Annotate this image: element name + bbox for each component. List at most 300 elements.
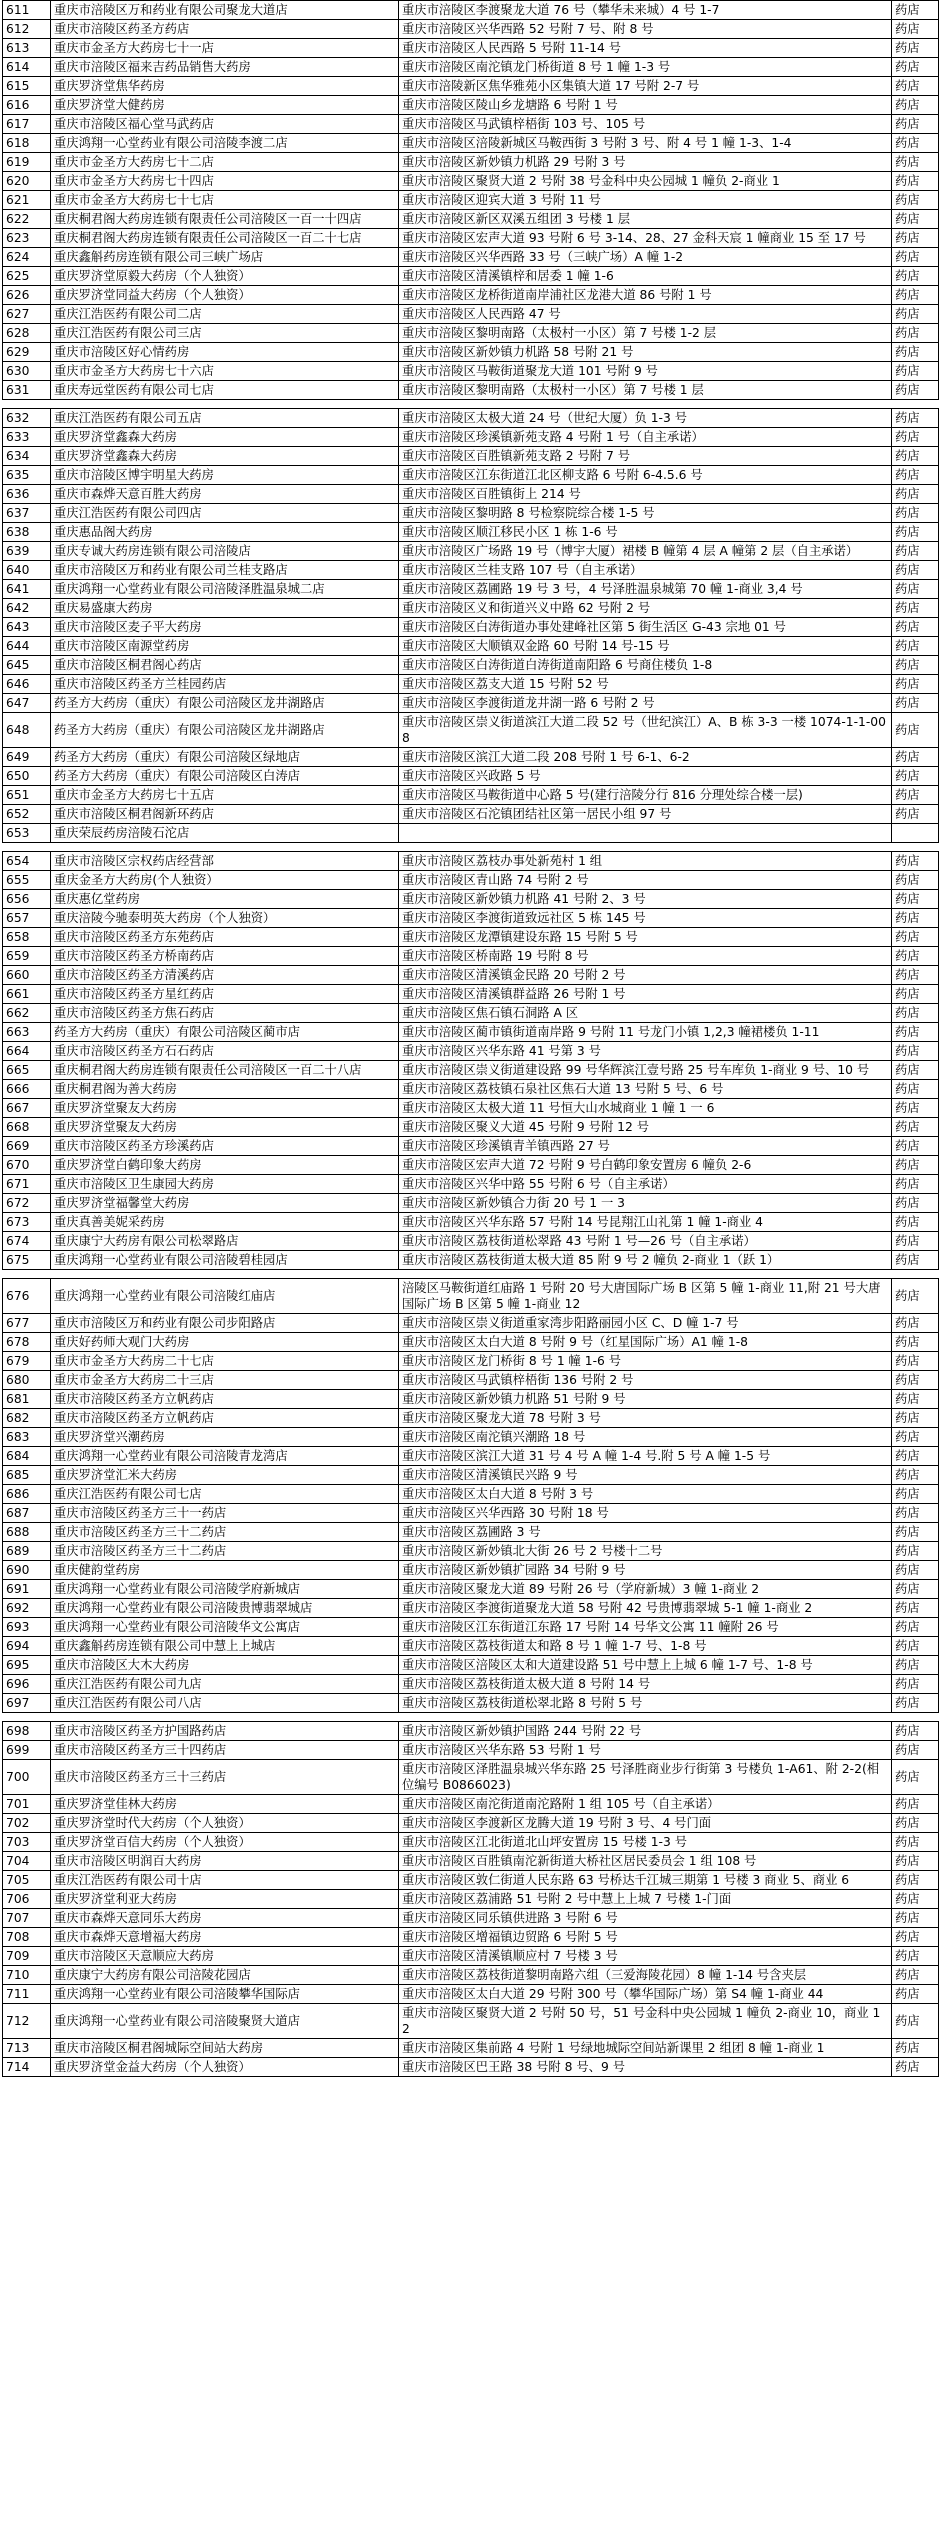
table-row — [3, 504, 939, 523]
table-row — [3, 1333, 939, 1352]
store-address: 重庆市涪陵区荔支大道 15 号附 52 号 — [399, 675, 892, 694]
store-address: 重庆市涪陵区泽胜温泉城兴华东路 25 号泽胜商业步行街第 3 号楼负 1-A61、附 2-2(相位编号 B0866023) — [399, 1760, 892, 1795]
table-row — [3, 805, 939, 824]
store-name: 重庆桐君阁大药房连锁有限责任公司涪陵区一百一十四店 — [51, 210, 399, 229]
store-name: 重庆市涪陵区好心情药房 — [51, 343, 399, 362]
store-name: 重庆江浩医药有限公司九店 — [51, 1675, 399, 1694]
row-number: 655 — [3, 871, 51, 890]
store-name: 重庆罗济堂利亚大药房 — [51, 1890, 399, 1909]
store-address: 重庆市涪陵区荔枝街道太极大道 85 附 9 号 2 幢负 2-商业 1（跃 1） — [399, 1251, 892, 1270]
store-name: 重庆市金圣方大药房七十七店 — [51, 191, 399, 210]
table-row — [3, 1080, 939, 1099]
row-number: 642 — [3, 599, 51, 618]
row-number: 692 — [3, 1599, 51, 1618]
row-number: 622 — [3, 210, 51, 229]
store-address: 重庆市涪陵区南沱镇兴潮路 18 号 — [399, 1428, 892, 1447]
store-name: 药圣方大药房（重庆）有限公司涪陵区蔺市店 — [51, 1023, 399, 1042]
store-address: 重庆市涪陵区同乐镇供进路 3 号附 6 号 — [399, 1909, 892, 1928]
store-address: 重庆市涪陵区聚义大道 45 号附 9 号附 12 号 — [399, 1118, 892, 1137]
table-row — [3, 1428, 939, 1447]
table-row — [3, 786, 939, 805]
store-type: 药店 — [892, 928, 939, 947]
table-row — [3, 767, 939, 786]
store-address: 重庆市涪陵区新妙镇扩园路 34 号附 9 号 — [399, 1561, 892, 1580]
store-name: 重庆鸿翔一心堂药业有限公司涪陵贵博翡翠城店 — [51, 1599, 399, 1618]
store-address: 重庆市涪陵区马鞍街道中心路 5 号(建行涪陵分行 816 分理处综合楼一层) — [399, 786, 892, 805]
store-address: 重庆市涪陵区荔浦路 51 号附 2 号中慧上上城 7 号楼 1-门面 — [399, 1890, 892, 1909]
store-address: 重庆市涪陵区荔枝街道太极大道 8 号附 14 号 — [399, 1675, 892, 1694]
store-name: 药圣方大药房（重庆）有限公司涪陵区绿地店 — [51, 748, 399, 767]
store-address: 重庆市涪陵区顺江移民小区 1 栋 1-6 号 — [399, 523, 892, 542]
store-address: 重庆市涪陵区聚龙大道 78 号附 3 号 — [399, 1409, 892, 1428]
store-type: 药店 — [892, 210, 939, 229]
row-number: 703 — [3, 1833, 51, 1852]
store-type: 药店 — [892, 1099, 939, 1118]
store-address: 重庆市涪陵区兴华西路 52 号附 7 号、附 8 号 — [399, 20, 892, 39]
store-address: 重庆市涪陵区新妙镇护国路 244 号附 22 号 — [399, 1722, 892, 1741]
store-type: 药店 — [892, 1, 939, 20]
store-address: 重庆市涪陵区李渡街道聚龙大道 58 号附 42 号贵博翡翠城 5-1 幢 1-商业 2 — [399, 1599, 892, 1618]
block-gap — [2, 400, 938, 408]
store-name: 重庆市涪陵区桐君阁新环药店 — [51, 805, 399, 824]
store-type: 药店 — [892, 1871, 939, 1890]
row-number: 681 — [3, 1390, 51, 1409]
table-row — [3, 542, 939, 561]
store-type: 药店 — [892, 1194, 939, 1213]
store-address: 重庆市涪陵区兴华东路 41 号第 3 号 — [399, 1042, 892, 1061]
store-type: 药店 — [892, 1637, 939, 1656]
store-address: 重庆市涪陵区聚龙大道 89 号附 26 号（学府新城）3 幢 1-商业 2 — [399, 1580, 892, 1599]
store-address: 重庆市涪陵区青山路 74 号附 2 号 — [399, 871, 892, 890]
store-name: 重庆罗济堂汇米大药房 — [51, 1466, 399, 1485]
store-name: 重庆市涪陵区药圣方三十二药店 — [51, 1523, 399, 1542]
store-type: 药店 — [892, 871, 939, 890]
store-name: 重庆市涪陵区药圣方珍溪药店 — [51, 1137, 399, 1156]
store-name: 重庆市涪陵区博宇明星大药房 — [51, 466, 399, 485]
store-name: 重庆市涪陵区大木大药房 — [51, 1656, 399, 1675]
table-row — [3, 172, 939, 191]
row-number: 623 — [3, 229, 51, 248]
table-row — [3, 580, 939, 599]
listing-table — [2, 1278, 939, 1713]
store-type: 药店 — [892, 1023, 939, 1042]
store-name: 重庆罗济堂福馨堂大药房 — [51, 1194, 399, 1213]
store-type: 药店 — [892, 909, 939, 928]
store-name: 重庆鸿翔一心堂药业有限公司涪陵学府新城店 — [51, 1580, 399, 1599]
row-number: 647 — [3, 694, 51, 713]
row-number: 651 — [3, 786, 51, 805]
store-name: 重庆市涪陵区天意顺应大药房 — [51, 1947, 399, 1966]
store-name: 重庆罗济堂聚友大药房 — [51, 1118, 399, 1137]
table-row — [3, 1890, 939, 1909]
store-type: 药店 — [892, 1371, 939, 1390]
store-address: 重庆市涪陵区马武镇梓梧街 103 号、105 号 — [399, 115, 892, 134]
table-row — [3, 1, 939, 20]
store-type: 药店 — [892, 1409, 939, 1428]
store-name: 重庆罗济堂金益大药房（个人独资） — [51, 2058, 399, 2077]
listing-table — [2, 408, 939, 843]
store-type: 药店 — [892, 1118, 939, 1137]
store-type: 药店 — [892, 1314, 939, 1333]
store-name: 重庆市森烨天意同乐大药房 — [51, 1909, 399, 1928]
store-address: 重庆市涪陵区李渡街道致远社区 5 栋 145 号 — [399, 909, 892, 928]
store-type: 药店 — [892, 305, 939, 324]
store-type — [892, 824, 939, 843]
store-address: 重庆市涪陵区义和街道兴义中路 62 号附 2 号 — [399, 599, 892, 618]
row-number: 643 — [3, 618, 51, 637]
store-address: 重庆市涪陵区清溪镇梓和居委 1 幢 1-6 — [399, 267, 892, 286]
store-address: 重庆市涪陵区荔枝镇石泉社区焦石大道 13 号附 5 号、6 号 — [399, 1080, 892, 1099]
table-row — [3, 1194, 939, 1213]
table-row — [3, 1447, 939, 1466]
store-name: 重庆市涪陵区福来吉药品销售大药房 — [51, 58, 399, 77]
store-address: 重庆市涪陵区荔圃路 19 号 3 号，4 号泽胜温泉城第 70 幢 1-商业 3,4 号 — [399, 580, 892, 599]
store-address: 重庆市涪陵区黎明路 8 号检察院综合楼 1-5 号 — [399, 504, 892, 523]
row-number: 672 — [3, 1194, 51, 1213]
table-row — [3, 1561, 939, 1580]
store-name: 重庆市金圣方大药房七十四店 — [51, 172, 399, 191]
store-type: 药店 — [892, 1251, 939, 1270]
store-type: 药店 — [892, 1466, 939, 1485]
table-row — [3, 324, 939, 343]
store-address: 重庆市涪陵新区焦华雅苑小区集镇大道 17 号附 2-7 号 — [399, 77, 892, 96]
table-row — [3, 1928, 939, 1947]
store-name: 重庆市涪陵区药圣方药店 — [51, 20, 399, 39]
store-address: 重庆市涪陵区新妙镇力机路 58 号附 21 号 — [399, 343, 892, 362]
row-number: 635 — [3, 466, 51, 485]
row-number: 712 — [3, 2004, 51, 2039]
store-name: 重庆市涪陵区药圣方星红药店 — [51, 985, 399, 1004]
store-type: 药店 — [892, 890, 939, 909]
row-number: 700 — [3, 1760, 51, 1795]
store-name: 重庆真善美妮采药房 — [51, 1213, 399, 1232]
store-address: 重庆市涪陵区兴华东路 57 号附 14 号昆翔江山礼第 1 幢 1-商业 4 — [399, 1213, 892, 1232]
row-number: 657 — [3, 909, 51, 928]
row-number: 679 — [3, 1352, 51, 1371]
store-name: 重庆鸿翔一心堂药业有限公司涪陵红庙店 — [51, 1279, 399, 1314]
table-row — [3, 1004, 939, 1023]
store-name: 重庆鸿翔一心堂药业有限公司涪陵青龙湾店 — [51, 1447, 399, 1466]
table-row — [3, 1118, 939, 1137]
table-row — [3, 115, 939, 134]
table-row — [3, 1156, 939, 1175]
store-type: 药店 — [892, 1656, 939, 1675]
store-type: 药店 — [892, 1618, 939, 1637]
row-number: 624 — [3, 248, 51, 267]
row-number: 684 — [3, 1447, 51, 1466]
store-type: 药店 — [892, 1741, 939, 1760]
store-type: 药店 — [892, 1447, 939, 1466]
store-name: 重庆市森烨天意增福大药房 — [51, 1928, 399, 1947]
store-type: 药店 — [892, 1795, 939, 1814]
store-type: 药店 — [892, 767, 939, 786]
table-row — [3, 248, 939, 267]
store-address: 重庆市涪陵区百胜镇新苑支路 2 号附 7 号 — [399, 447, 892, 466]
store-type: 药店 — [892, 985, 939, 1004]
store-type: 药店 — [892, 2039, 939, 2058]
table-row — [3, 1042, 939, 1061]
store-address: 重庆市涪陵区白涛街道办事处建峰社区第 5 街生活区 G-43 宗地 01 号 — [399, 618, 892, 637]
store-name: 重庆鸿翔一心堂药业有限公司涪陵聚贤大道店 — [51, 2004, 399, 2039]
store-address: 重庆市涪陵区李渡聚龙大道 76 号（攀华未来城）4 号 1-7 — [399, 1, 892, 20]
table-row — [3, 1523, 939, 1542]
store-name: 重庆市涪陵区药圣方三十三药店 — [51, 1760, 399, 1795]
table-row — [3, 1390, 939, 1409]
store-type: 药店 — [892, 324, 939, 343]
table-row — [3, 1675, 939, 1694]
row-number: 714 — [3, 2058, 51, 2077]
store-type: 药店 — [892, 20, 939, 39]
store-name: 重庆市涪陵区卫生康园大药房 — [51, 1175, 399, 1194]
store-type: 药店 — [892, 248, 939, 267]
store-type: 药店 — [892, 966, 939, 985]
store-name: 重庆江浩医药有限公司八店 — [51, 1694, 399, 1713]
store-type: 药店 — [892, 1694, 939, 1713]
store-address: 重庆市涪陵区新妙镇合力街 20 号 1 一 3 — [399, 1194, 892, 1213]
row-number: 710 — [3, 1966, 51, 1985]
row-number: 637 — [3, 504, 51, 523]
store-name: 重庆市涪陵区药圣方护国路药店 — [51, 1722, 399, 1741]
table-row — [3, 561, 939, 580]
store-type: 药店 — [892, 1175, 939, 1194]
store-name: 重庆鸿翔一心堂药业有限公司涪陵泽胜温泉城二店 — [51, 580, 399, 599]
store-type: 药店 — [892, 1523, 939, 1542]
store-type: 药店 — [892, 1966, 939, 1985]
row-number: 683 — [3, 1428, 51, 1447]
table-row — [3, 947, 939, 966]
store-type: 药店 — [892, 2004, 939, 2039]
store-type: 药店 — [892, 675, 939, 694]
row-number: 676 — [3, 1279, 51, 1314]
table-row — [3, 1814, 939, 1833]
store-name: 重庆市金圣方大药房七十五店 — [51, 786, 399, 805]
table-row — [3, 153, 939, 172]
store-name: 重庆市涪陵区药圣方兰桂园药店 — [51, 675, 399, 694]
store-name: 重庆市金圣方大药房七十二店 — [51, 153, 399, 172]
store-address: 重庆市涪陵区龙潭镇建设东路 15 号附 5 号 — [399, 928, 892, 947]
store-name: 重庆罗济堂原毅大药房（个人独资） — [51, 267, 399, 286]
row-number: 648 — [3, 713, 51, 748]
row-number: 627 — [3, 305, 51, 324]
table-row — [3, 599, 939, 618]
table-row — [3, 2039, 939, 2058]
store-name: 重庆市涪陵区药圣方焦石药店 — [51, 1004, 399, 1023]
store-address: 重庆市涪陵区广场路 19 号（博宇大厦）裙楼 B 幢第 4 层 A 幢第 2 层（自主承诺） — [399, 542, 892, 561]
store-type: 药店 — [892, 115, 939, 134]
table-row — [3, 1504, 939, 1523]
row-number: 630 — [3, 362, 51, 381]
row-number: 695 — [3, 1656, 51, 1675]
store-type: 药店 — [892, 428, 939, 447]
store-name: 重庆市涪陵区药圣方三十四药店 — [51, 1741, 399, 1760]
store-type: 药店 — [892, 542, 939, 561]
row-number: 661 — [3, 985, 51, 1004]
row-number: 634 — [3, 447, 51, 466]
store-name: 重庆康宁大药房有限公司松翠路店 — [51, 1232, 399, 1251]
table-row — [3, 618, 939, 637]
store-name: 重庆市涪陵区药圣方清溪药店 — [51, 966, 399, 985]
row-number: 690 — [3, 1561, 51, 1580]
store-name: 重庆罗济堂时代大药房（个人独资） — [51, 1814, 399, 1833]
store-type: 药店 — [892, 580, 939, 599]
store-address: 重庆市涪陵区滨江大道二段 208 号附 1 号 6-1、6-2 — [399, 748, 892, 767]
store-type: 药店 — [892, 1279, 939, 1314]
store-address: 重庆市涪陵区黎明南路（太极村一小区）第 7 号楼 1-2 层 — [399, 324, 892, 343]
table-row — [3, 1175, 939, 1194]
store-address: 重庆市涪陵区敦仁街道人民东路 63 号桥达千江城三期第 1 号楼 3 商业 5、商业 6 — [399, 1871, 892, 1890]
store-address: 重庆市涪陵区宏声大道 72 号附 9 号白鹤印象安置房 6 幢负 2-6 — [399, 1156, 892, 1175]
table-row — [3, 1352, 939, 1371]
store-name: 重庆市涪陵区药圣方三十二药店 — [51, 1542, 399, 1561]
store-address: 重庆市涪陵区宏声大道 93 号附 6 号 3-14、28、27 金科天宸 1 幢商业 15 至 17 号 — [399, 229, 892, 248]
table-row — [3, 1833, 939, 1852]
store-name: 重庆江浩医药有限公司三店 — [51, 324, 399, 343]
table-row — [3, 713, 939, 748]
table-row — [3, 1251, 939, 1270]
store-type: 药店 — [892, 1042, 939, 1061]
store-name: 重庆市涪陵区万和药业有限公司步阳路店 — [51, 1314, 399, 1333]
store-name: 重庆市涪陵区药圣方立帆药店 — [51, 1390, 399, 1409]
table-row — [3, 210, 939, 229]
store-name: 重庆专诚大药房连锁有限公司涪陵店 — [51, 542, 399, 561]
store-address: 重庆市涪陵区荔枝街道松翠北路 8 号附 5 号 — [399, 1694, 892, 1713]
row-number: 652 — [3, 805, 51, 824]
table-row — [3, 1213, 939, 1232]
row-number: 702 — [3, 1814, 51, 1833]
table-row — [3, 485, 939, 504]
store-address: 重庆市涪陵区聚贤大道 2 号附 50 号，51 号金科中央公园城 1 幢负 2-商业 10，商业 12 — [399, 2004, 892, 2039]
store-name: 重庆市涪陵区福心堂马武药店 — [51, 115, 399, 134]
table-row — [3, 1485, 939, 1504]
store-name: 重庆江浩医药有限公司五店 — [51, 409, 399, 428]
row-number: 707 — [3, 1909, 51, 1928]
store-type: 药店 — [892, 637, 939, 656]
store-name: 重庆好药师大观门大药房 — [51, 1333, 399, 1352]
table-row — [3, 343, 939, 362]
store-name: 重庆市涪陵区药圣方三十一药店 — [51, 1504, 399, 1523]
table-row — [3, 1371, 939, 1390]
row-number: 641 — [3, 580, 51, 599]
store-name: 重庆市涪陵区宗权药店经营部 — [51, 852, 399, 871]
row-number: 619 — [3, 153, 51, 172]
store-address: 重庆市涪陵区新妙镇北大街 26 号 2 号楼十二号 — [399, 1542, 892, 1561]
row-number: 694 — [3, 1637, 51, 1656]
store-name: 重庆金圣方大药房(个人独资） — [51, 871, 399, 890]
row-number: 654 — [3, 852, 51, 871]
table-row — [3, 1909, 939, 1928]
row-number: 698 — [3, 1722, 51, 1741]
store-address: 重庆市涪陵区蔺市镇街道南岸路 9 号附 11 号龙门小镇 1,2,3 幢裙楼负 1-11 — [399, 1023, 892, 1042]
table-row — [3, 286, 939, 305]
store-name: 重庆市涪陵区麦子平大药房 — [51, 618, 399, 637]
store-type: 药店 — [892, 713, 939, 748]
table-row — [3, 1722, 939, 1741]
row-number: 612 — [3, 20, 51, 39]
store-type: 药店 — [892, 1890, 939, 1909]
row-number: 620 — [3, 172, 51, 191]
row-number: 646 — [3, 675, 51, 694]
store-address: 重庆市涪陵区清溪镇金民路 20 号附 2 号 — [399, 966, 892, 985]
table-row — [3, 748, 939, 767]
store-type: 药店 — [892, 1833, 939, 1852]
store-type: 药店 — [892, 362, 939, 381]
store-name: 重庆江浩医药有限公司四店 — [51, 504, 399, 523]
store-name: 重庆罗济堂兴潮药房 — [51, 1428, 399, 1447]
store-type: 药店 — [892, 1137, 939, 1156]
store-type: 药店 — [892, 39, 939, 58]
store-address — [399, 824, 892, 843]
row-number: 713 — [3, 2039, 51, 2058]
store-type: 药店 — [892, 1561, 939, 1580]
table-row — [3, 134, 939, 153]
table-row — [3, 1232, 939, 1251]
row-number: 680 — [3, 1371, 51, 1390]
store-name: 重庆罗济堂同益大药房（个人独资） — [51, 286, 399, 305]
store-address: 重庆市涪陵区崇义街道滨江大道二段 52 号（世纪滨江）A、B 栋 3-3 一楼 1074-1-1-008 — [399, 713, 892, 748]
row-number: 660 — [3, 966, 51, 985]
row-number: 611 — [3, 1, 51, 20]
row-number: 659 — [3, 947, 51, 966]
row-number: 697 — [3, 1694, 51, 1713]
store-type: 药店 — [892, 409, 939, 428]
table-row — [3, 1966, 939, 1985]
store-name: 重庆市涪陵区桐君阁心药店 — [51, 656, 399, 675]
store-type: 药店 — [892, 1080, 939, 1099]
drugstore-list — [2, 0, 938, 2077]
listing-table — [2, 1721, 939, 2077]
row-number: 675 — [3, 1251, 51, 1270]
row-number: 631 — [3, 381, 51, 400]
store-type: 药店 — [892, 153, 939, 172]
store-type: 药店 — [892, 805, 939, 824]
store-address: 重庆市涪陵区清溪镇顺应村 7 号楼 3 号 — [399, 1947, 892, 1966]
store-name: 重庆市涪陵区药圣方石石药店 — [51, 1042, 399, 1061]
store-name: 重庆鑫斛药房连锁有限公司三峡广场店 — [51, 248, 399, 267]
table-row — [3, 409, 939, 428]
store-address: 重庆市涪陵区太白大道 8 号附 9 号（红星国际广场）A1 幢 1-8 — [399, 1333, 892, 1352]
store-name: 重庆市涪陵区药圣方桥南药店 — [51, 947, 399, 966]
store-address: 重庆市涪陵区增福镇边贸路 6 号附 5 号 — [399, 1928, 892, 1947]
store-name: 重庆江浩医药有限公司七店 — [51, 1485, 399, 1504]
store-type: 药店 — [892, 447, 939, 466]
row-number: 640 — [3, 561, 51, 580]
row-number: 645 — [3, 656, 51, 675]
table-row — [3, 1580, 939, 1599]
row-number: 687 — [3, 1504, 51, 1523]
table-row — [3, 824, 939, 843]
store-name: 重庆罗济堂白鹤印象大药房 — [51, 1156, 399, 1175]
table-row — [3, 909, 939, 928]
row-number: 664 — [3, 1042, 51, 1061]
store-address: 重庆市涪陵区石沱镇团结社区第一居民小组 97 号 — [399, 805, 892, 824]
table-row — [3, 1871, 939, 1890]
store-address: 重庆市涪陵区清溪镇民兴路 9 号 — [399, 1466, 892, 1485]
row-number: 662 — [3, 1004, 51, 1023]
store-type: 药店 — [892, 1333, 939, 1352]
store-type: 药店 — [892, 1599, 939, 1618]
row-number: 688 — [3, 1523, 51, 1542]
store-address: 重庆市涪陵区巴王路 38 号附 8 号、9 号 — [399, 2058, 892, 2077]
row-number: 639 — [3, 542, 51, 561]
store-address: 重庆市涪陵区江东街道江北区柳支路 6 号附 6-4.5.6 号 — [399, 466, 892, 485]
block-gap — [2, 1270, 938, 1278]
store-type: 药店 — [892, 229, 939, 248]
store-type: 药店 — [892, 1390, 939, 1409]
store-type: 药店 — [892, 1580, 939, 1599]
row-number: 633 — [3, 428, 51, 447]
store-address: 重庆市涪陵区荔枝街道松翠路 43 号附 1 号—26 号（自主承诺） — [399, 1232, 892, 1251]
row-number: 665 — [3, 1061, 51, 1080]
